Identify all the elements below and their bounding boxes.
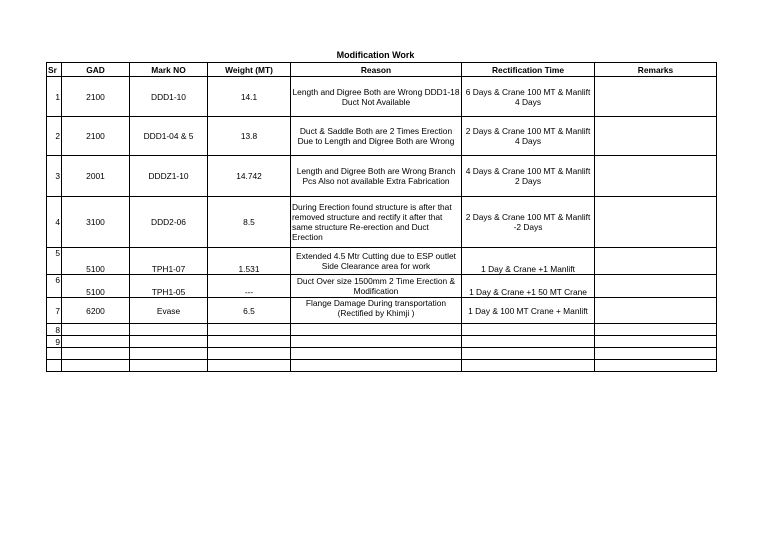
table-row	[47, 360, 717, 372]
cell-gad: 5100	[62, 275, 130, 298]
table-row	[47, 348, 717, 360]
cell-remarks	[595, 348, 717, 360]
cell-gad: 6200	[62, 298, 130, 324]
table-row	[47, 117, 717, 156]
cell-weight	[208, 348, 291, 360]
header-reason: Reason	[291, 63, 462, 77]
cell-gad: 2001	[62, 156, 130, 197]
cell-weight: 13.8	[208, 117, 291, 156]
cell-weight: 14.1	[208, 77, 291, 117]
cell-sr: 5	[47, 248, 62, 275]
cell-remarks	[595, 360, 717, 372]
cell-reason: Duct & Saddle Both are 2 Times Erection Due to Length and Digree Both are Wrong	[291, 117, 462, 156]
cell-mark-no	[130, 348, 208, 360]
cell-weight	[208, 324, 291, 336]
cell-weight: ---	[208, 275, 291, 298]
cell-sr: 7	[47, 298, 62, 324]
cell-reason	[291, 360, 462, 372]
cell-sr: 3	[47, 156, 62, 197]
cell-weight: 6.5	[208, 298, 291, 324]
cell-sr: 6	[47, 275, 62, 298]
cell-remarks	[595, 324, 717, 336]
cell-gad: 5100	[62, 248, 130, 275]
cell-reason: Length and Digree Both are Wrong DDD1-18 Duct Not Available	[291, 77, 462, 117]
table-row	[47, 336, 717, 348]
cell-mark-no: TPH1-07	[130, 248, 208, 275]
cell-remarks	[595, 248, 717, 275]
header-sr: Sr	[47, 63, 62, 77]
cell-mark-no: DDD1-04 & 5	[130, 117, 208, 156]
cell-reason	[291, 324, 462, 336]
cell-mark-no: DDDZ1-10	[130, 156, 208, 197]
table-row	[47, 156, 717, 197]
cell-sr: 4	[47, 197, 62, 248]
cell-gad	[62, 348, 130, 360]
header-weight: Weight (MT)	[208, 63, 291, 77]
cell-rectification-time: 6 Days & Crane 100 MT & Manlift 4 Days	[462, 77, 595, 117]
cell-rectification-time: 2 Days & Crane 100 MT & Manlift 4 Days	[462, 117, 595, 156]
header-row	[47, 63, 717, 77]
cell-reason: Duct Over size 1500mm 2 Time Erection & Modification	[291, 275, 462, 298]
cell-mark-no	[130, 324, 208, 336]
modification-table	[46, 62, 717, 372]
cell-remarks	[595, 156, 717, 197]
table-row	[47, 197, 717, 248]
cell-rectification-time: 1 Day & Crane +1 Manlift	[462, 248, 595, 275]
cell-reason: Length and Digree Both are Wrong Branch Pcs Also not available Extra Fabrication	[291, 156, 462, 197]
cell-rectification-time: 2 Days & Crane 100 MT & Manlift -2 Days	[462, 197, 595, 248]
table-row	[47, 324, 717, 336]
cell-rectification-time	[462, 360, 595, 372]
cell-gad: 3100	[62, 197, 130, 248]
cell-weight: 1.531	[208, 248, 291, 275]
cell-sr	[47, 360, 62, 372]
cell-weight	[208, 336, 291, 348]
cell-gad	[62, 336, 130, 348]
header-gad: GAD	[62, 63, 130, 77]
cell-sr	[47, 348, 62, 360]
cell-reason: During Erection found structure is after that removed structure and rectify it after that same structure Re-erection and Duct Erection	[291, 197, 462, 248]
header-remarks: Remarks	[595, 63, 717, 77]
cell-sr: 1	[47, 77, 62, 117]
cell-weight: 8.5	[208, 197, 291, 248]
cell-rectification-time	[462, 348, 595, 360]
header-rectification-time: Rectification Time	[462, 63, 595, 77]
cell-mark-no	[130, 360, 208, 372]
table-row	[47, 298, 717, 324]
cell-rectification-time	[462, 336, 595, 348]
cell-remarks	[595, 117, 717, 156]
sheet-title: Modification Work	[336, 50, 415, 60]
cell-gad	[62, 360, 130, 372]
cell-mark-no	[130, 336, 208, 348]
cell-rectification-time: 1 Day & 100 MT Crane + Manlift	[462, 298, 595, 324]
cell-gad: 2100	[62, 117, 130, 156]
cell-reason	[291, 348, 462, 360]
cell-mark-no: DDD1-10	[130, 77, 208, 117]
cell-gad	[62, 324, 130, 336]
cell-remarks	[595, 298, 717, 324]
cell-mark-no: DDD2-06	[130, 197, 208, 248]
cell-remarks	[595, 275, 717, 298]
cell-remarks	[595, 336, 717, 348]
cell-rectification-time: 1 Day & Crane +1 50 MT Crane	[462, 275, 595, 298]
table-row	[47, 275, 717, 298]
cell-sr: 2	[47, 117, 62, 156]
cell-weight	[208, 360, 291, 372]
cell-remarks	[595, 197, 717, 248]
header-mark-no: Mark NO	[130, 63, 208, 77]
cell-mark-no: TPH1-05	[130, 275, 208, 298]
table-row	[47, 77, 717, 117]
cell-gad: 2100	[62, 77, 130, 117]
cell-reason	[291, 336, 462, 348]
cell-sr: 9	[47, 336, 62, 348]
cell-weight: 14.742	[208, 156, 291, 197]
cell-sr: 8	[47, 324, 62, 336]
table-row	[47, 248, 717, 275]
cell-reason: Flange Damage During transportation (Rectified by Khimji )	[291, 298, 462, 324]
cell-rectification-time	[462, 324, 595, 336]
cell-mark-no: Evase	[130, 298, 208, 324]
cell-remarks	[595, 77, 717, 117]
cell-reason: Extended 4.5 Mtr Cutting due to ESP outlet Side Clearance area for work	[291, 248, 462, 275]
cell-rectification-time: 4 Days & Crane 100 MT & Manlift 2 Days	[462, 156, 595, 197]
